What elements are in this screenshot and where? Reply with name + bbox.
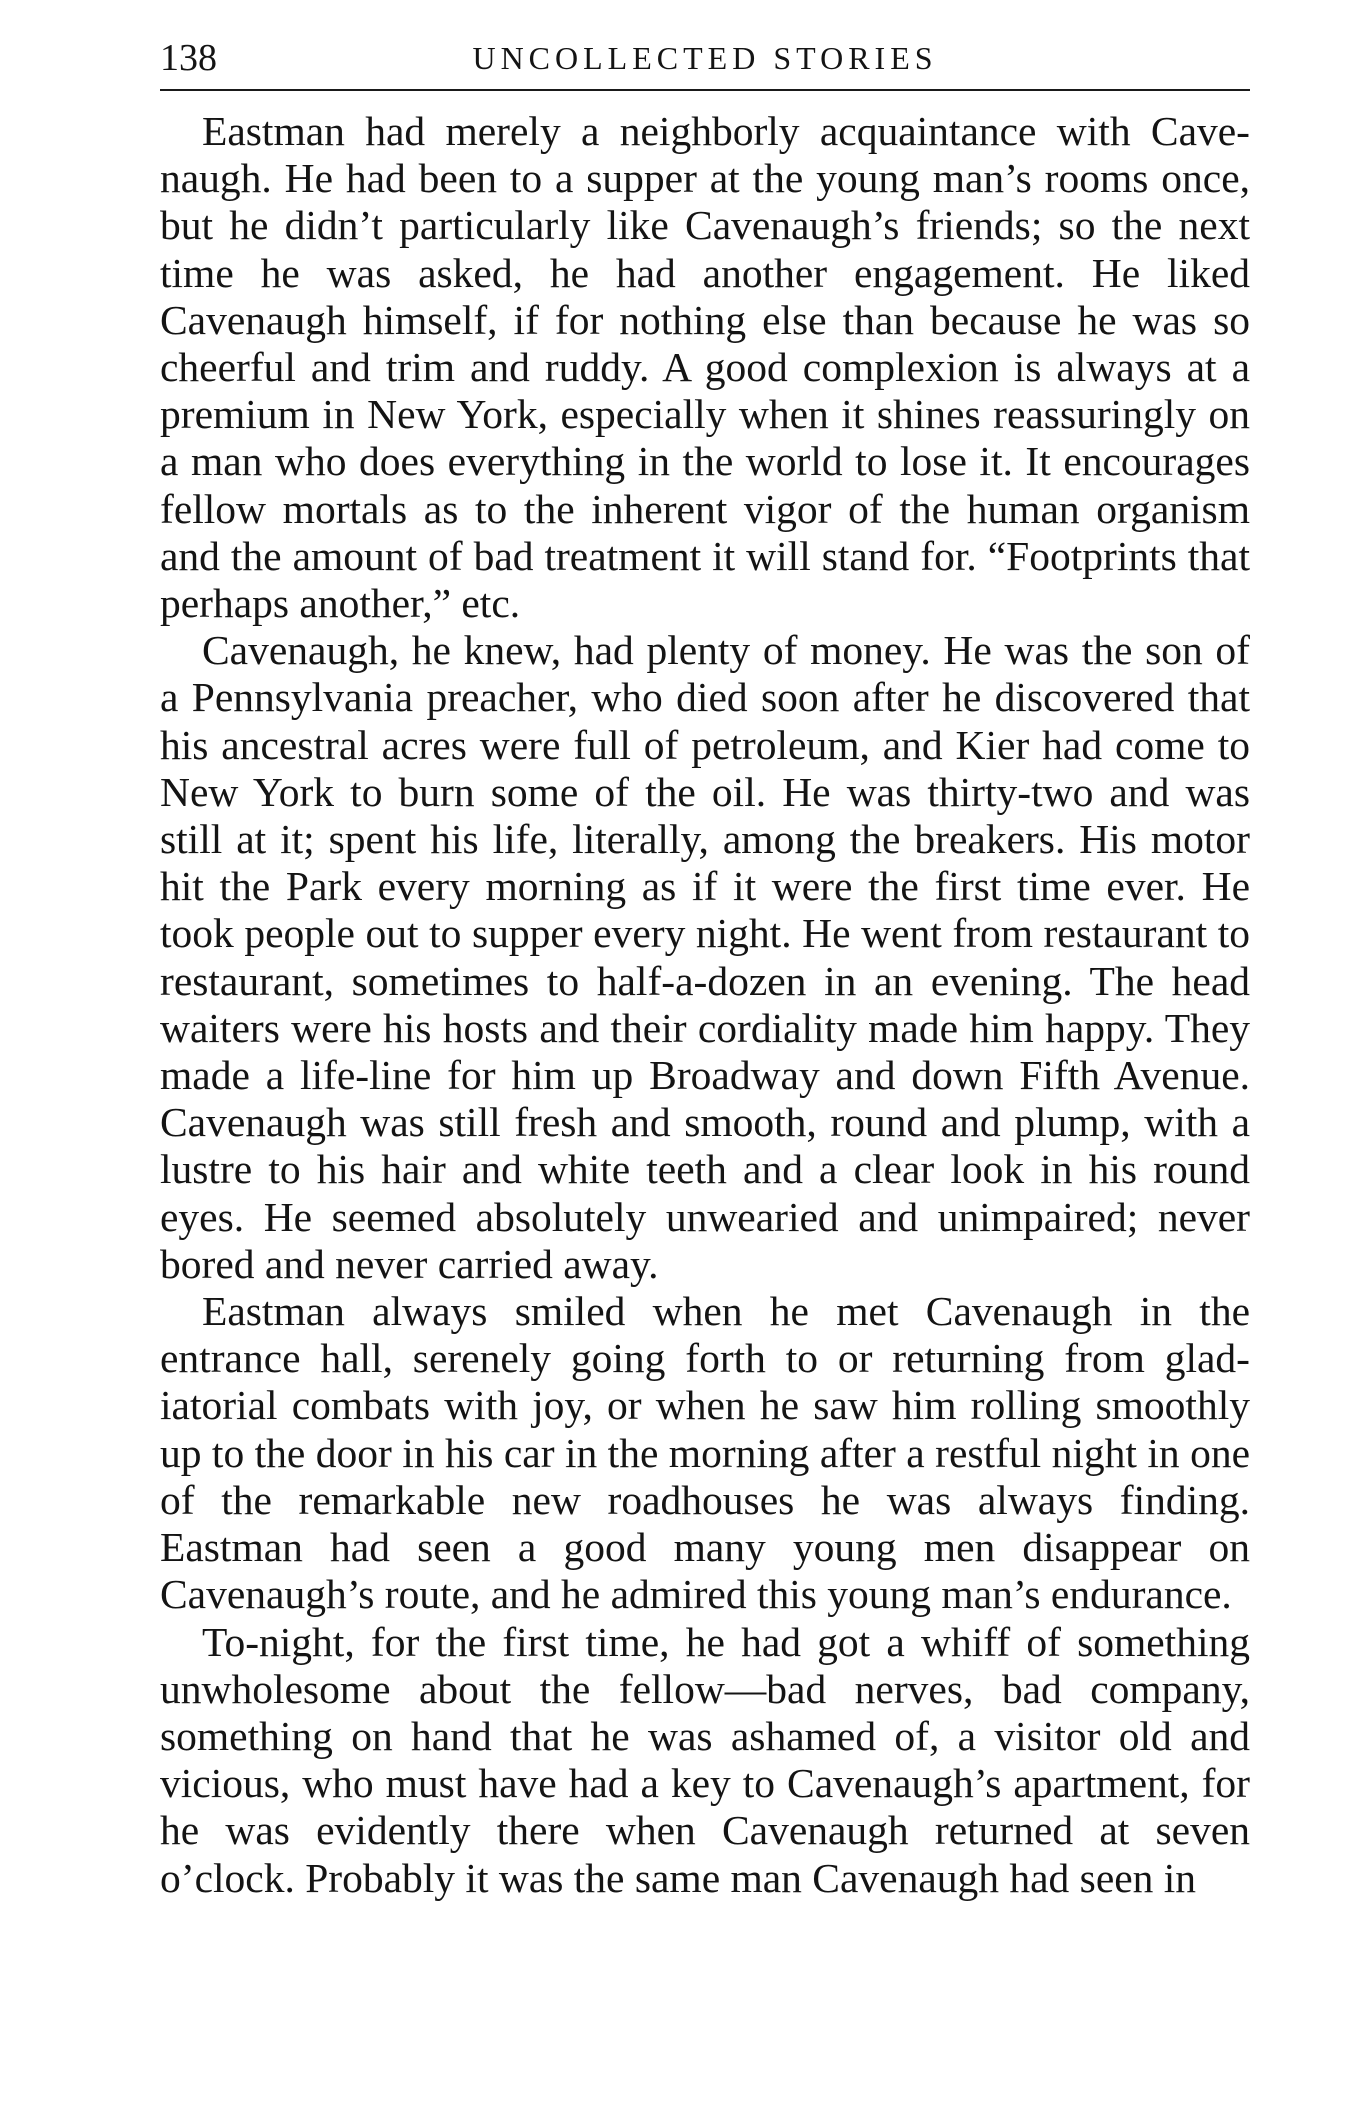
paragraph: To-night, for the first time, he had got a whiff of something unwholesome about the fellow—bad nerves, bad company, something on hand that he was ashamed of, a visitor old and vicious, who must have had a key to Cavenaugh’s apartment, for he was evidently there when Cavenaugh returned at seven o’clock. Probably it was the same man Cavenaugh had seen in [160,1618,1250,1901]
paragraph: Cavenaugh, he knew, had plenty of money. He was the son of a Pennsylvania preacher, who died soon after he discovered that his ancestral acres were full of petroleum, and Kier had come to New York to burn some of the oil. He was thirty-two and was still at it; spent his life, literally, among the breakers. His motor hit the Park every morning as if it were the first time ever. He took people out to supper every night. He went from restaurant to restaurant, sometimes to half-a-dozen in an evening. The head waiters were his hosts and their cordiality made him happy. They made a life-line for him up Broadway and down Fifth Avenue. Cavenaugh was still fresh and smooth, round and plump, with a lustre to his hair and white teeth and a clear look in his round eyes. He seemed absolutely unwearied and unimpaired; never bored and never carried away. [160,627,1250,1287]
running-head: UNCOLLECTED STORIES [472,40,938,76]
paragraph: Eastman had merely a neighborly acquaintance with Cavenaugh. He had been to a supper at the young man’s rooms once, but he didn’t particularly like Cavenaugh’s friends; so the next time he was asked, he had another engagement. He liked Cavenaugh himself, if for nothing else than because he was so cheerful and trim and ruddy. A good complexion is always at a premium in New York, especially when it shines reassuringly on a man who does everything in the world to lose it. It encourages fellow mortals as to the inherent vigor of the human organism and the amount of bad treatment it will stand for. “Footprints that perhaps another,” etc. [160,108,1250,627]
header-rule [160,89,1250,91]
page-header [160,30,1250,86]
paragraph: Eastman always smiled when he met Cavenaugh in the entrance hall, serenely going forth to or returning from gladiatorial combats with joy, or when he saw him rolling smoothly up to the door in his car in the morning after a restful night in one of the remarkable new roadhouses he was always finding. Eastman had seen a good many young men disappear on Cavenaugh’s route, and he admired this young man’s endurance. [160,1288,1250,1618]
page-number: 138 [160,37,217,79]
body-text [160,108,1250,1902]
